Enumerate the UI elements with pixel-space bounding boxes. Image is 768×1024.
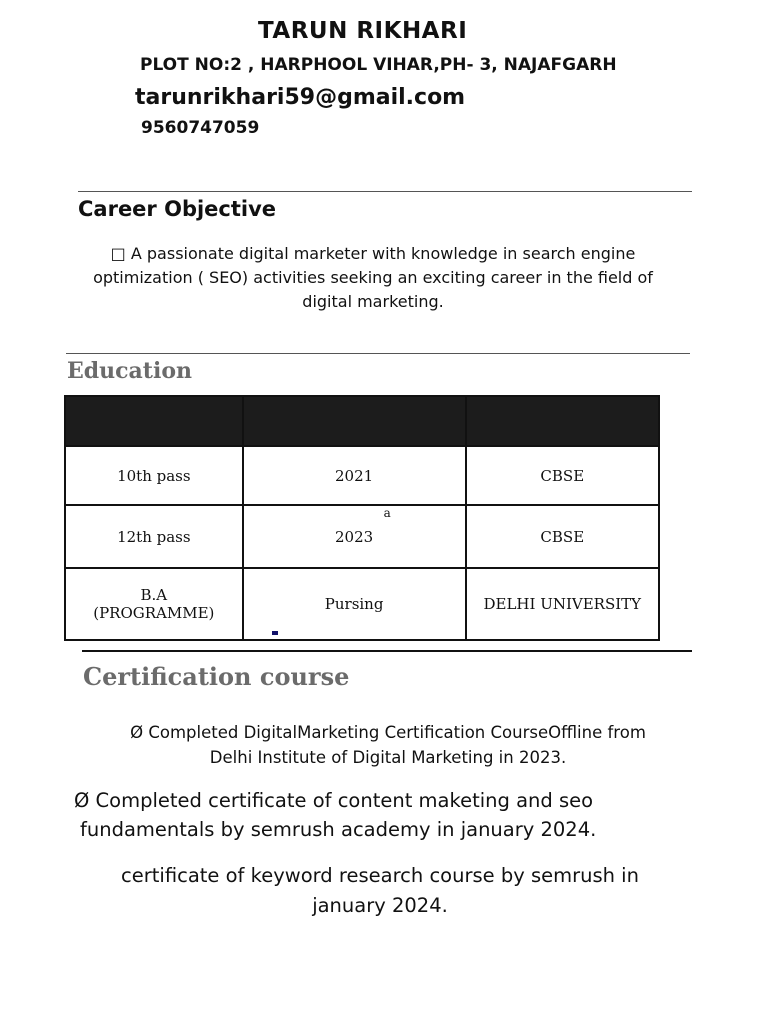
certification-line: Delhi Institute of Digital Marketing in 2023. [209, 748, 567, 767]
certification-heading: Certification course [83, 662, 350, 691]
year-cell-content [244, 505, 465, 546]
email-address: tarunrikhari59@gmail.com [135, 85, 466, 110]
certification-line: Ø Completed DigitalMarketing Certification CourseOffline from [130, 723, 646, 742]
year-cell [243, 505, 466, 568]
objective-line: □ A passionate digital marketer with knowledge in search engine [110, 244, 636, 263]
certification-line: fundamentals by semrush academy in january 2024. [80, 818, 597, 841]
qualification-cell [65, 568, 243, 640]
table-header-cell [243, 396, 466, 446]
candidate-name: TARUN RIKHARI [258, 18, 468, 44]
table-row [65, 505, 659, 568]
certification-line: Ø Completed certificate of content maketing and seo [74, 789, 594, 812]
certification-line: certificate of keyword research course by semrush in [121, 864, 639, 887]
divider [66, 353, 690, 354]
career-objective-text [60, 242, 686, 314]
qualification-cell: 12th pass [65, 505, 243, 568]
divider [82, 650, 692, 652]
year-cell: 2021 [243, 446, 466, 505]
qualification-line: (PROGRAMME) [93, 604, 215, 622]
certification-item [70, 861, 690, 921]
board-cell: DELHI UNIVERSITY [466, 568, 659, 640]
year-cell-content [244, 595, 465, 613]
education-table [64, 395, 660, 641]
table-header-cell [466, 396, 659, 446]
certification-item [78, 720, 698, 770]
phone-number: 9560747059 [141, 118, 260, 138]
year-value: 2023 [335, 527, 374, 546]
table-header-row [65, 396, 659, 446]
table-header-cell [65, 396, 243, 446]
table-row [65, 568, 659, 640]
divider [78, 191, 692, 192]
year-value: Pursing [324, 595, 384, 613]
certification-line: january 2024. [312, 894, 448, 917]
qualification-cell: 10th pass [65, 446, 243, 505]
certification-item [74, 786, 694, 844]
stray-mark: a [383, 505, 391, 520]
board-cell: CBSE [466, 446, 659, 505]
year-cell [243, 568, 466, 640]
education-heading: Education [67, 358, 192, 384]
qualification-line: B.A [140, 586, 168, 604]
table-row [65, 446, 659, 505]
objective-line: digital marketing. [302, 292, 444, 311]
dash-mark [272, 631, 278, 635]
objective-line: optimization ( SEO) activities seeking an exciting career in the field of [93, 268, 653, 287]
board-cell: CBSE [466, 505, 659, 568]
career-objective-heading: Career Objective [78, 197, 277, 221]
address: PLOT NO:2 , HARPHOOL VIHAR,PH- 3, NAJAFGARH [140, 55, 617, 75]
